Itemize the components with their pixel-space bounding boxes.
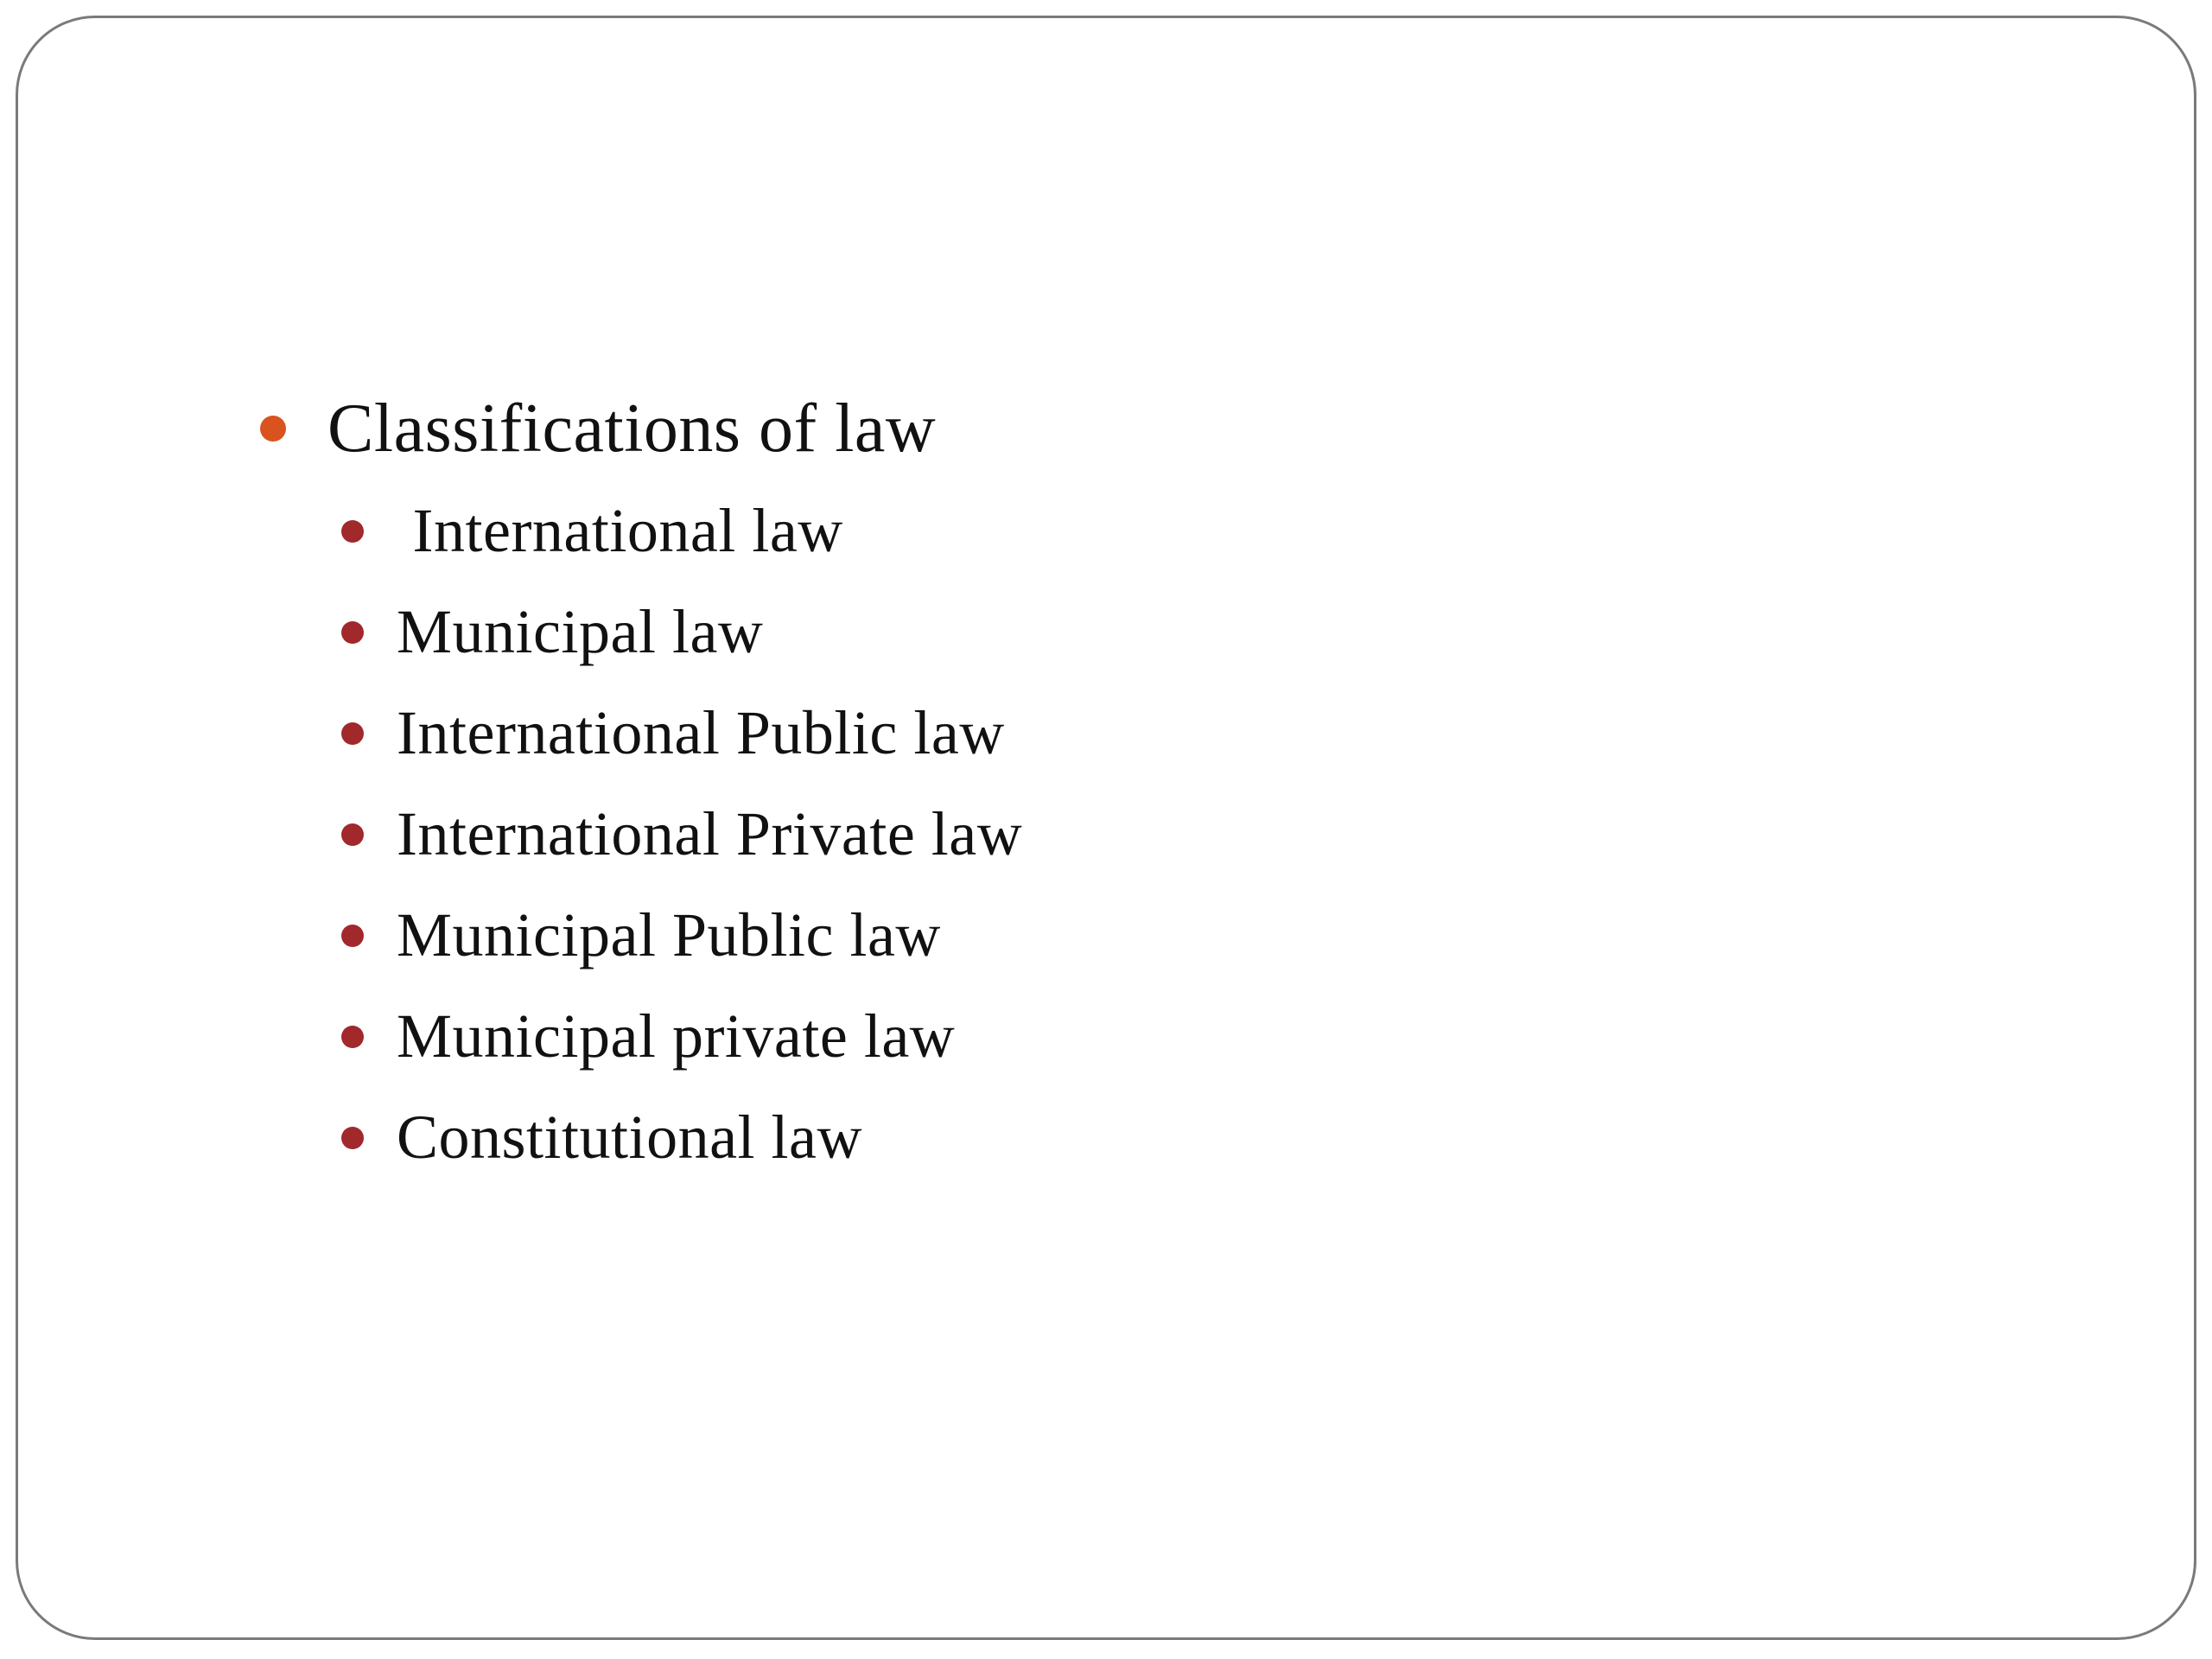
list-item-text: International law [397, 496, 843, 565]
slide-body [260, 377, 1815, 1188]
list-item-text: International Private law [397, 799, 1023, 868]
heading-text: Classifications of law [327, 390, 937, 467]
bullet-classifications-of-law [260, 377, 1815, 480]
list-item-text: Municipal law [397, 597, 764, 666]
list-item-text: International Public law [397, 698, 1005, 767]
red-bullet-icon [341, 1127, 364, 1149]
list-item-international-law [260, 480, 1815, 582]
slide-frame [16, 16, 2196, 1640]
red-bullet-icon [341, 925, 364, 947]
red-bullet-icon [341, 823, 364, 846]
list-item-text: Municipal Public law [397, 900, 941, 969]
red-bullet-icon [341, 520, 364, 543]
classification-list [260, 480, 1815, 1188]
list-item-municipal-public-law [260, 885, 1815, 986]
list-item-text: Constitutional law [397, 1103, 862, 1172]
list-item-text: Municipal private law [397, 1001, 956, 1071]
list-item-municipal-private-law [260, 986, 1815, 1087]
red-bullet-icon [341, 621, 364, 644]
list-item-international-public-law [260, 683, 1815, 784]
list-item-constitutional-law [260, 1087, 1815, 1188]
list-item-international-private-law [260, 784, 1815, 885]
red-bullet-icon [341, 722, 364, 745]
list-item-municipal-law [260, 582, 1815, 683]
red-bullet-icon [341, 1026, 364, 1048]
orange-bullet-icon [260, 416, 286, 442]
